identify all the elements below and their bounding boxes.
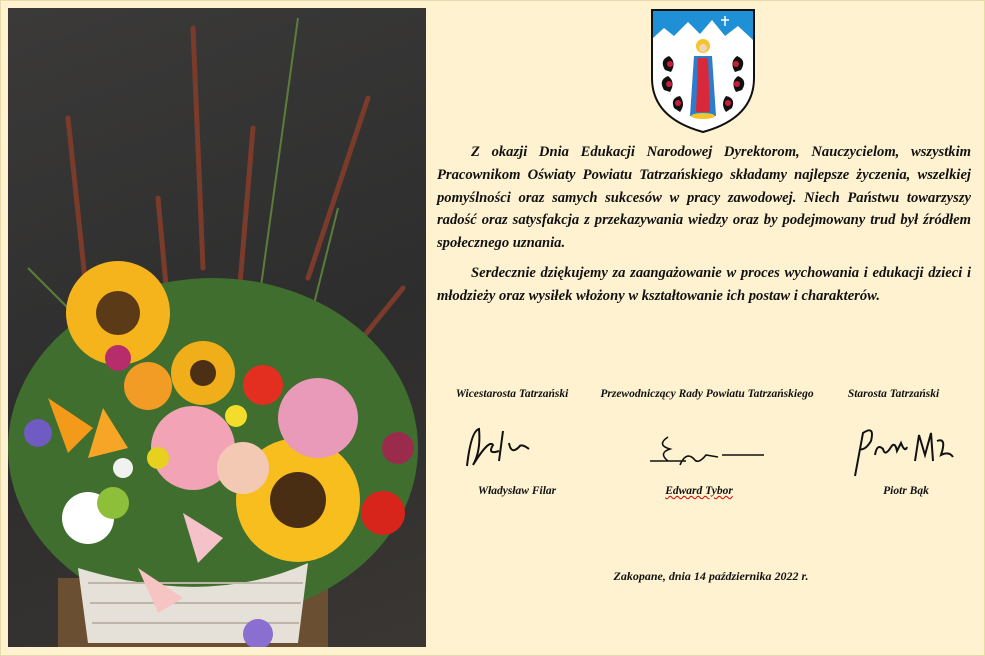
letter-date: Zakopane, dnia 14 października 2022 r. xyxy=(613,569,809,583)
signature-name-text: Edward Tybor xyxy=(665,485,733,497)
signature-title: Starosta Tatrzański xyxy=(847,388,940,400)
letter-paragraph-1: Z okazji Dnia Edukacji Narodowej Dyrektorom, Nauczycielom, wszystkim Pracownikom Oświaty Powiatu Tatrzańskiego składamy najlepsze życzenia, wszelkiej pomyślności oraz samych sukcesów w pracy zawodowej. Niech Państwu towarzyszy radość oraz satysfakcja z przekazywania wiedzy oraz by podejmowany trud był źródłem społecznego uznania. xyxy=(437,144,971,252)
signature-name-block-1 xyxy=(441,485,593,497)
signature-block-council-chair xyxy=(586,388,828,400)
signature-name-block-2 xyxy=(586,485,812,497)
coat-of-arms-icon xyxy=(650,8,756,134)
signature-image-filar xyxy=(459,421,539,473)
signature-block-vice-starost xyxy=(441,388,583,400)
signature-image-bak xyxy=(849,421,959,481)
signature-name xyxy=(586,485,812,497)
signature-title: Wicestarosta Tatrzański xyxy=(455,388,569,400)
signature-title: Przewodniczący Rady Powiatu Tatrzańskiego xyxy=(600,388,814,400)
signature-name: Piotr Bąk xyxy=(883,485,929,497)
signature-name: Władysław Filar xyxy=(477,485,557,497)
letter-paragraph-2: Serdecznie dziękujemy za zaangażowanie w proces wychowania i edukacji dzieci i młodzieży oraz wysiłek włożony w kształtowanie ich postaw i charakterów. xyxy=(437,264,971,304)
signature-block-starost xyxy=(836,388,951,400)
flower-basket-image xyxy=(8,8,426,647)
signature-name-block-3 xyxy=(836,485,976,497)
letter-body xyxy=(437,141,971,308)
signature-image-tybor xyxy=(646,431,768,473)
